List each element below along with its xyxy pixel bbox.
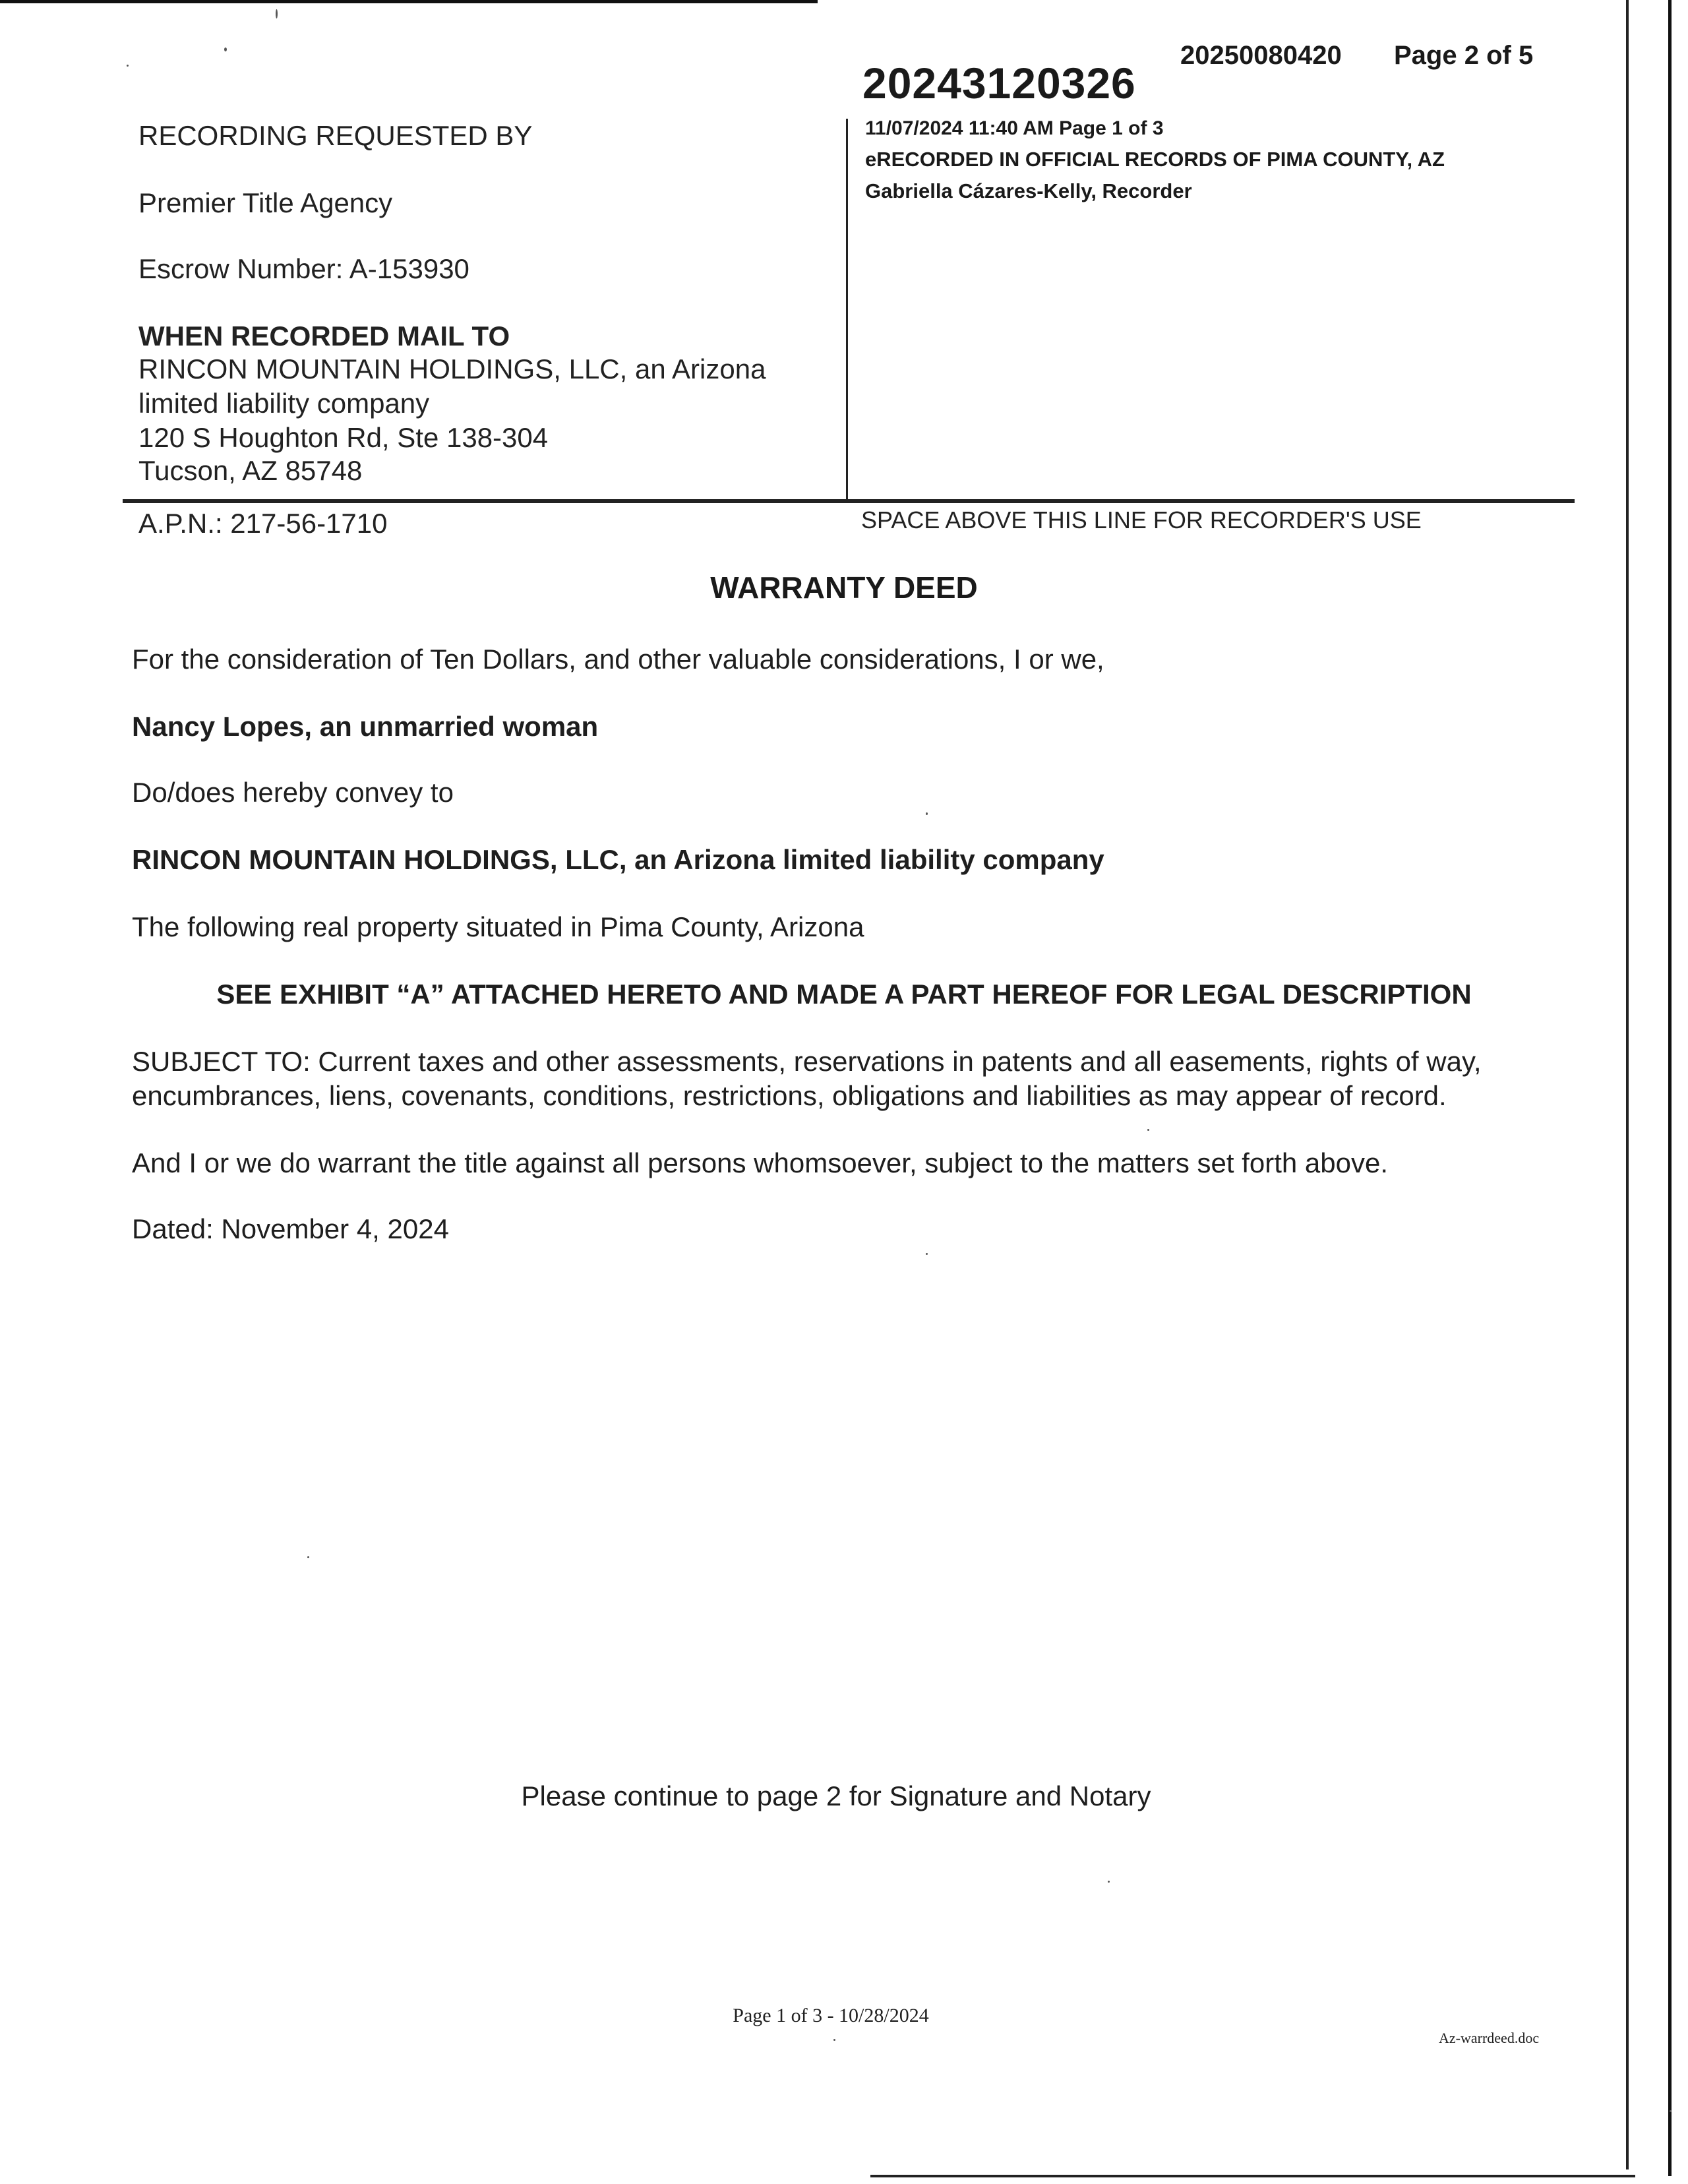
consideration-clause: For the consideration of Ten Dollars, and other valuable considerations, I or we, xyxy=(132,644,1104,675)
page-of-label: Page 2 of 5 xyxy=(1394,41,1534,70)
recorder-name: Gabriella Cázares-Kelly, Recorder xyxy=(865,179,1192,202)
recorded-datetime: 11/07/2024 11:40 AM Page 1 of 3 xyxy=(865,117,1164,139)
mail-to-address-line: 120 S Houghton Rd, Ste 138-304 xyxy=(138,422,549,453)
warranty-clause: And I or we do warrant the title against all persons whomsoever, subject to the matters set forth above. xyxy=(132,1147,1388,1178)
exhibit-reference: SEE EXHIBIT “A” ATTACHED HERETO AND MADE A PART HEREOF FOR LEGAL DESCRIPTION xyxy=(216,979,1472,1010)
mail-to-label: WHEN RECORDED MAIL TO xyxy=(138,320,510,351)
scan-edge-right xyxy=(1626,0,1629,2169)
scan-speck xyxy=(224,47,227,51)
grantor: Nancy Lopes, an unmarried woman xyxy=(132,711,599,742)
mail-to-address-line: RINCON MOUNTAIN HOLDINGS, LLC, an Arizona xyxy=(138,353,766,384)
scan-speck xyxy=(1147,1129,1149,1131)
property-clause: The following real property situated in Pima County, Arizona xyxy=(132,911,864,942)
scan-speck xyxy=(926,812,928,815)
scan-speck xyxy=(926,1253,928,1255)
document-number: 20243120326 xyxy=(862,59,1136,107)
convey-clause: Do/does hereby convey to xyxy=(132,777,454,808)
subject-to-line: SUBJECT TO: Current taxes and other assessments, reservations in patents and all easements, rights of way, xyxy=(132,1046,1482,1077)
apn: A.P.N.: 217-56-1710 xyxy=(138,508,388,539)
scan-edge-bottom xyxy=(870,2175,1635,2177)
dated-line: Dated: November 4, 2024 xyxy=(132,1213,449,1244)
scan-speck xyxy=(276,9,278,18)
mail-to-address-line: Tucson, AZ 85748 xyxy=(138,455,363,486)
escrow-number: Escrow Number: A-153930 xyxy=(138,253,469,284)
scan-speck xyxy=(1108,1881,1110,1883)
continue-note: Please continue to page 2 for Signature and Notary xyxy=(521,1780,1151,1811)
page-footer: Page 1 of 3 - 10/28/2024 xyxy=(733,2005,929,2026)
scan-edge-right-outer xyxy=(1668,0,1672,2176)
scan-speck xyxy=(127,65,129,67)
mail-to-address-line: limited liability company xyxy=(138,388,430,419)
subject-to-line: encumbrances, liens, covenants, conditions, restrictions, obligations and liabilities as may appear of record. xyxy=(132,1080,1447,1111)
recording-requested-label: RECORDING REQUESTED BY xyxy=(138,120,533,151)
second-document-number: 20250080420 xyxy=(1180,41,1342,70)
document-title: WARRANTY DEED xyxy=(710,570,978,605)
recorder-use-line xyxy=(123,499,1575,503)
scan-edge-top xyxy=(0,0,818,3)
grantee: RINCON MOUNTAIN HOLDINGS, LLC, an Arizona limited liability company xyxy=(132,844,1104,875)
title-agency: Premier Title Agency xyxy=(138,187,393,218)
recorder-box-divider xyxy=(846,119,848,500)
scan-speck xyxy=(307,1556,309,1558)
scan-speck xyxy=(833,2039,835,2041)
scan-speck xyxy=(1670,2110,1672,2112)
file-name: Az-warrdeed.doc xyxy=(1439,2030,1540,2046)
erecorded-notice: eRECORDED IN OFFICIAL RECORDS OF PIMA COUNTY, AZ xyxy=(865,148,1445,171)
recorder-use-label: SPACE ABOVE THIS LINE FOR RECORDER'S USE xyxy=(861,506,1422,533)
